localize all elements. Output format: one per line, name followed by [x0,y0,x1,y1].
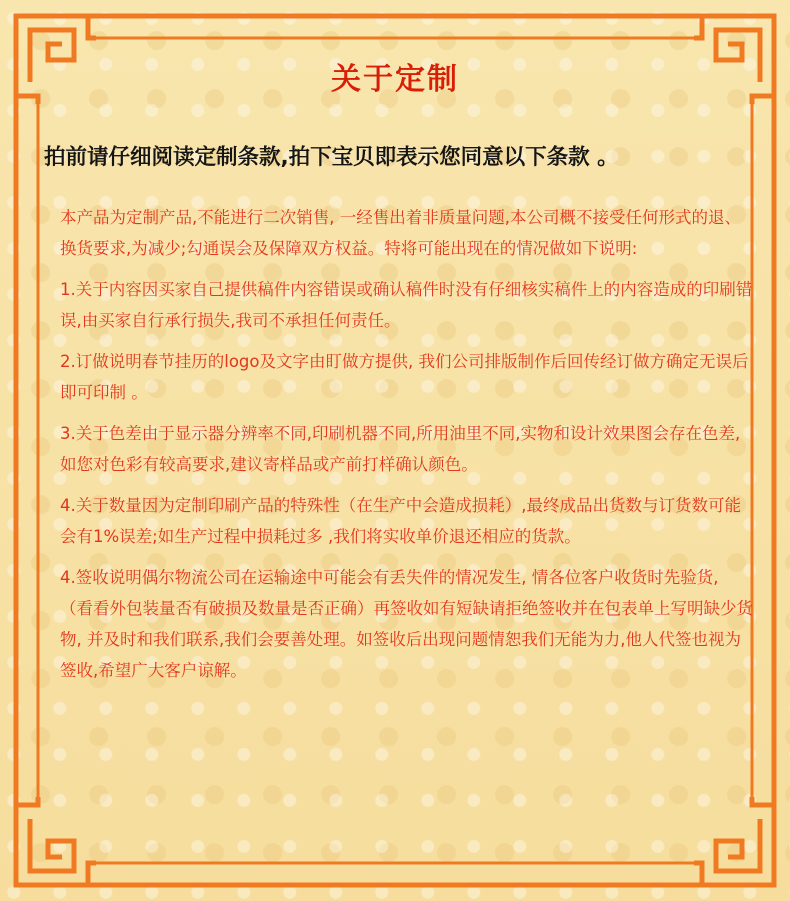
term-heading: 4.签收说明 [60,568,142,587]
term-body: 春节挂历的logo及文字由盯做方提供, 我们公司排版制作后回传经订做方确定无误后即可印制 。 [60,352,749,402]
term-item [60,562,755,686]
term-heading: 4.关于数量 [60,496,142,515]
term-heading: 2.订做说明 [60,352,142,371]
term-body: 因为定制印刷产品的特殊性（在生产中会造成损耗）,最终成品出货数与订货数可能会有1%误差;如生产过程中损耗过多 ,我们将实收单价退还相应的货款。 [60,496,741,546]
corner-ornament-bottom-right [694,797,774,885]
term-body: 由于显示器分辨率不同,印刷机器不同,所用油里不同,实物和设计效果图会存在色差,如您对色彩有较高要求,建议寄样品或产前打样确认颜色。 [60,424,741,474]
intro-paragraph: 本产品为定制产品,不能进行二次销售, 一经售出着非质量问题,本公司概不接受任何形式的退、换货要求,为减少;勾通误会及保障双方权益。特将可能出现在的情况做如下说明: [60,208,741,258]
term-body: 因买家自己提供稿件内容错误或确认稿件时没有仔细核实稿件上的内容造成的印刷错误,由买家自行承行损失,我司不承担任何责任。 [60,280,753,330]
term-heading: 1.关于内容 [60,280,142,299]
notice-heading: 拍前请仔细阅读定制条款,拍下宝贝即表示您同意以下条款 。 [44,145,619,170]
terms-content [60,202,755,696]
term-item [60,346,755,408]
corner-ornament-bottom-left [16,797,96,885]
term-item [60,418,755,480]
term-item [60,274,755,336]
term-heading: 3.关于色差 [60,424,142,443]
term-body: 偶尔物流公司在运输途中可能会有丢失件的情况发生, 情各位客户收货时先验货, （看看外包装量否有破损及数量是否正确）再签收如有短缺请拒绝签收并在包表单上写明缺少货物, 并及时和我们联系,我们会要善处理。如签收后出现问题情恕我们无能为力,他人代签也视为签收,希望广大客户谅解。 [60,568,753,680]
page-title: 关于定制 [331,62,459,97]
term-item [60,490,755,552]
